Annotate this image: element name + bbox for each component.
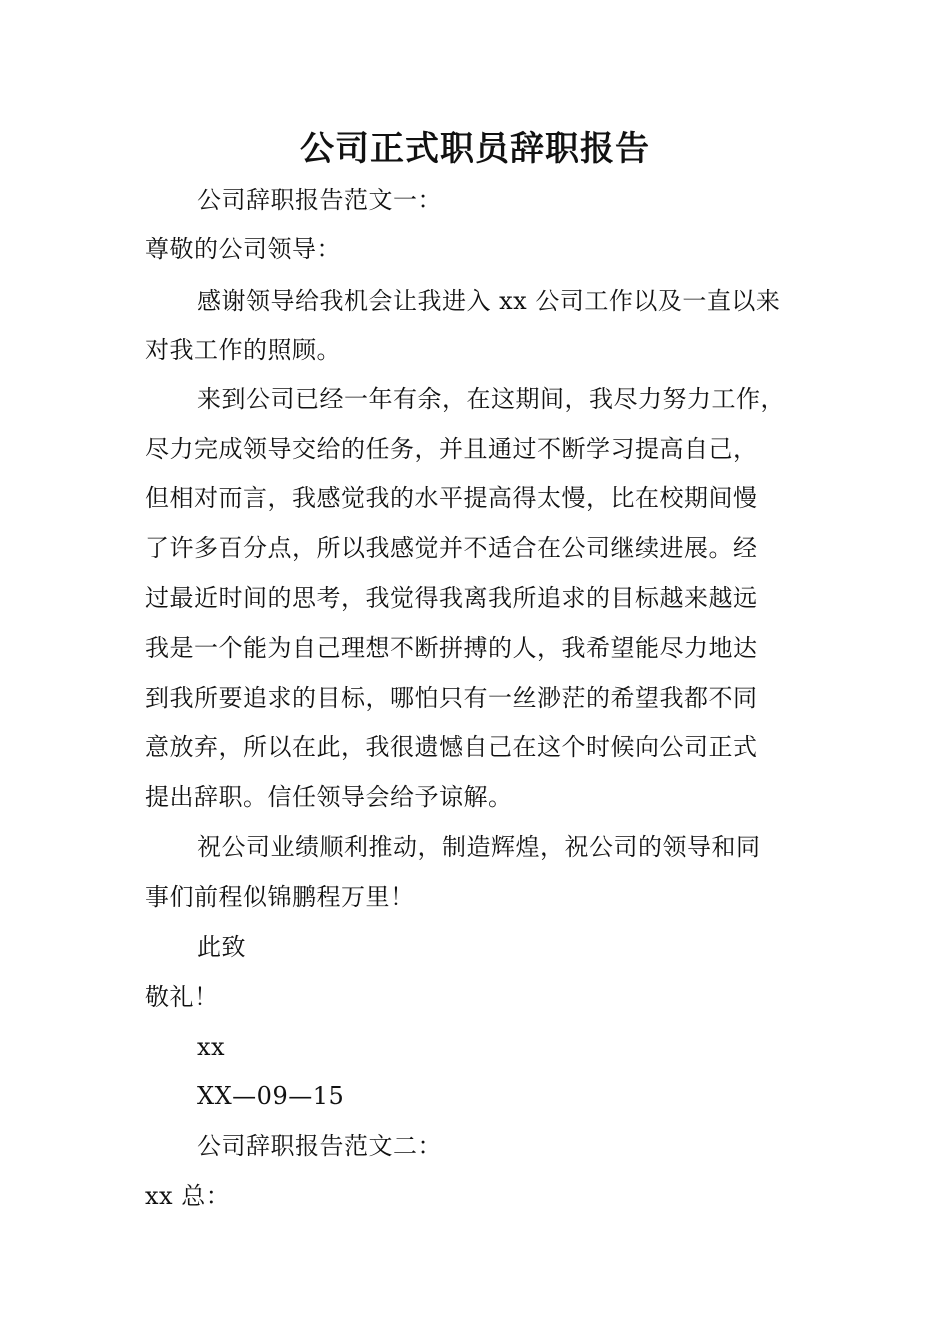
salutation: 尊敬的公司领导： xyxy=(145,235,341,263)
body-line: 过最近时间的思考，我觉得我离我所追求的目标越来越远 xyxy=(145,584,758,612)
body-line: 来到公司已经一年有余，在这期间，我尽力努力工作， xyxy=(197,385,785,413)
signature-name: xx xyxy=(197,1033,226,1061)
body-line: 但相对而言，我感觉我的水平提高得太慢，比在校期间慢 xyxy=(145,484,758,512)
body-line: 事们前程似锦鹏程万里！ xyxy=(145,883,415,911)
body-line: 我是一个能为自己理想不断拼搏的人，我希望能尽力地达 xyxy=(145,634,758,662)
body-line: 祝公司业绩顺利推动，制造辉煌，祝公司的领导和同 xyxy=(197,833,761,861)
salutation-2: xx 总： xyxy=(145,1182,231,1210)
body-line: 对我工作的照顾。 xyxy=(145,336,341,364)
section-heading-2: 公司辞职报告范文二： xyxy=(197,1132,442,1160)
body-line: 了许多百分点，所以我感觉并不适合在公司继续进展。经 xyxy=(145,534,758,562)
closing-phrase: 此致 xyxy=(197,933,246,961)
body-line: 到我所要追求的目标，哪怕只有一丝渺茫的希望我都不同 xyxy=(145,684,758,712)
section-heading-1: 公司辞职报告范文一： xyxy=(197,186,442,214)
body-line: 尽力完成领导交给的任务，并且通过不断学习提高自己， xyxy=(145,435,758,463)
body-line: 意放弃，所以在此，我很遗憾自己在这个时候向公司正式 xyxy=(145,733,758,761)
closing-salute: 敬礼！ xyxy=(145,983,219,1011)
body-line: 提出辞职。信任领导会给予谅解。 xyxy=(145,783,513,811)
body-line: 感谢领导给我机会让我进入 xx 公司工作以及一直以来 xyxy=(197,287,781,315)
signature-date: XX—09—15 xyxy=(197,1082,345,1110)
document-title: 公司正式职员辞职报告 xyxy=(300,129,650,169)
